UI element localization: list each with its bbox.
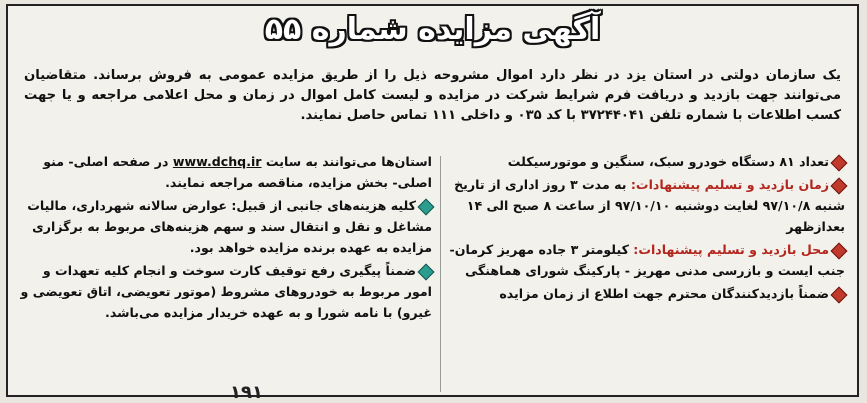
list-item: [425, 151, 845, 172]
title-wrap: [8, 12, 857, 47]
item-text: تعداد ۸۱ دستگاه خودرو سبک، سنگین و موتورسیکلت: [507, 154, 829, 169]
item-label: زمان بازدید و تسلیم پیشنهادات:: [630, 177, 829, 192]
ad-title: آگهی مزایده شماره ۵۵: [264, 12, 601, 47]
left-column: [20, 151, 432, 325]
item-text: در صفحه اصلی- منو اصلی- بخش مزایده، مناقصه مراجعه نمایند.: [43, 154, 432, 190]
ad-frame: [6, 4, 859, 397]
item-text: کلیه هزینه‌های جانبی از قبیل: عوارض سالانه شهرداری، مالیات مشاغل و نقل و انتقال سند و سهم هزینه‌های مربوط به برگزاری مزایده به عهده برنده مزایده خواهد بود.: [27, 198, 432, 255]
item-text: ضمناً بازدیدکنندگان محترم جهت اطلاع از زمان مزایده: [499, 286, 829, 301]
list-item: [425, 174, 845, 237]
list-item: [425, 239, 845, 281]
diamond-bullet-icon: [831, 242, 848, 259]
page-number: ۱۹۱: [230, 382, 263, 403]
right-column: [425, 151, 845, 306]
intro-paragraph: یک سازمان دولتی در استان یزد در نظر دارد اموال مشروحه ذیل را از طریق مزایده عمومی به فروش برساند. متقاضیان می‌توانند جهت بازدید و دریافت فرم شرایط شرکت در مزایده و لیست کامل اموال در زمان و محل اعلامی مراجعه و یا جهت کسب اطلاعات با شماره تلفن ۳۷۲۴۴۰۴۱ با کد ۰۳۵ و داخلی ۱۱۱ تماس حاصل نمایند.: [24, 68, 841, 123]
diamond-bullet-icon: [418, 263, 435, 280]
diamond-bullet-icon: [831, 177, 848, 194]
list-item: [20, 260, 432, 323]
diamond-bullet-icon: [831, 154, 848, 171]
list-item: [20, 195, 432, 258]
item-text: کیلومتر ۳ جاده مهریز کرمان- جنب ایست و بازرسی مدنی مهریز - پارکینگ شورای هماهنگی: [449, 242, 845, 278]
item-text: به مدت ۳ روز اداری از تاریخ شنبه ۹۷/۱۰/۸ لغایت دوشنبه ۹۷/۱۰/۱۰ از ساعت ۸ صبح الی ۱۴ بعدازظهر: [454, 177, 845, 234]
list-item: [20, 151, 432, 193]
list-item: [425, 283, 845, 304]
item-text: استان‌ها می‌توانند به سایت: [261, 154, 432, 169]
item-text: ضمناً پیگیری رفع توقیف کارت سوخت و انجام کلیه تعهدات و امور مربوط به خودروهای مشروط (موتور تعویضی، اتاق تعویضی و غیرو) با نامه شورا و به عهده خریدار مزایده می‌باشد.: [20, 263, 432, 320]
diamond-bullet-icon: [831, 286, 848, 303]
website-link[interactable]: www.dchq.ir: [172, 154, 262, 169]
item-label: محل بازدید و تسلیم پیشنهادات:: [633, 242, 829, 257]
diamond-bullet-icon: [418, 198, 435, 215]
